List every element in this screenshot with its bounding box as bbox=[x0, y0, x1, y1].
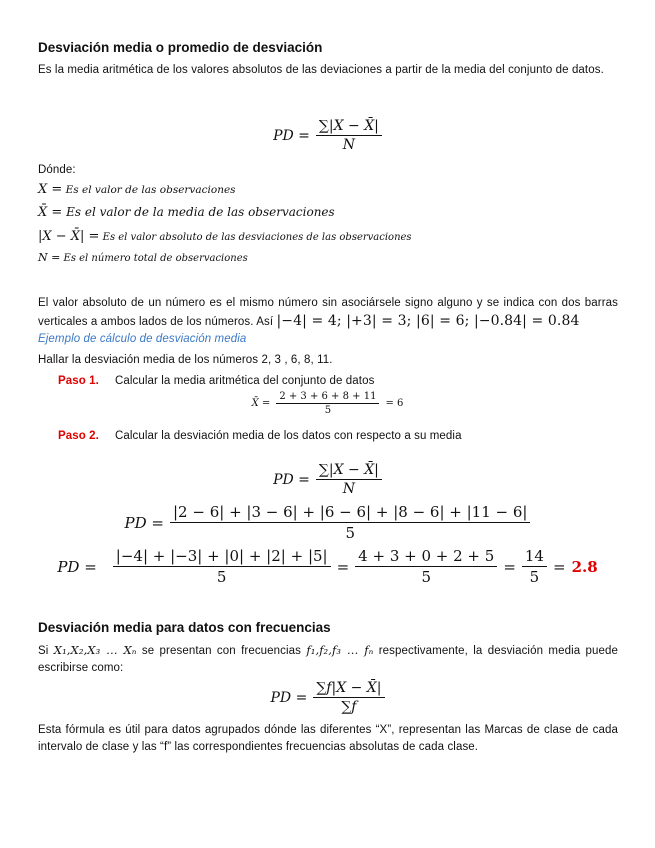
formula-denominator: 5 bbox=[216, 568, 227, 586]
formula-lhs: PD = bbox=[273, 127, 310, 144]
def-symbol: X̄ = bbox=[38, 205, 63, 220]
formula-denominator: N bbox=[342, 481, 356, 497]
frequency-formula bbox=[0, 680, 655, 715]
pd-formula bbox=[0, 118, 655, 153]
section-title: Desviación media para datos con frecuencias bbox=[38, 620, 331, 635]
definition bbox=[38, 251, 248, 264]
formula-result: = 6 bbox=[385, 398, 404, 409]
definition bbox=[38, 229, 412, 244]
step-1 bbox=[58, 373, 638, 390]
def-text: Es el valor absoluto de las desviaciones de las observaciones bbox=[102, 232, 412, 243]
absolute-value-paragraph bbox=[38, 294, 618, 331]
result-value: 2.8 bbox=[571, 557, 598, 576]
section-title: Desviación media o promedio de desviación bbox=[38, 40, 323, 55]
pd-expanded bbox=[0, 503, 655, 542]
text: Si bbox=[38, 645, 49, 657]
formula-numerator: |−4| + |−3| + |0| + |2| + |5| bbox=[113, 547, 331, 567]
formula-denominator: ∑f bbox=[341, 699, 357, 715]
f-terms: f₁,f₂,f₃ … fₙ bbox=[306, 643, 374, 657]
formula-lhs: PD = bbox=[273, 471, 310, 488]
formula-numerator: ∑|X − X̄| bbox=[316, 118, 382, 136]
def-symbol: |X − X̄| = bbox=[38, 229, 100, 244]
x-terms: X₁,X₂,X₃ … Xₙ bbox=[53, 643, 137, 657]
text: respectivamente, la desviación media puede escribirse como: bbox=[38, 645, 619, 674]
formula-numerator: ∑f|X − X̄| bbox=[313, 680, 384, 698]
def-symbol: N = bbox=[38, 251, 61, 264]
step-label: Paso 1. bbox=[58, 375, 99, 387]
formula-lhs: PD = bbox=[270, 689, 308, 706]
step-2 bbox=[58, 428, 638, 445]
formula-numerator: 4 + 3 + 0 + 2 + 5 bbox=[355, 547, 497, 567]
frequency-intro bbox=[38, 642, 618, 677]
step-label: Paso 2. bbox=[58, 430, 99, 442]
where-label: Dónde: bbox=[38, 164, 76, 176]
abs-examples: |−4| = 4; |+3| = 3; |6| = 6; |−0.84| = 0.84 bbox=[276, 313, 580, 329]
text: se presentan con frecuencias bbox=[141, 645, 302, 657]
equals: = bbox=[503, 557, 516, 576]
formula-lhs: X̄ = bbox=[251, 398, 271, 409]
formula-numerator: ∑|X − X̄| bbox=[316, 462, 382, 480]
definition bbox=[38, 182, 236, 197]
formula-denominator: 5 bbox=[421, 568, 432, 586]
formula-numerator: |2 − 6| + |3 − 6| + |6 − 6| + |8 − 6| + |11 − 6| bbox=[170, 503, 530, 523]
frequency-note: Esta fórmula es útil para datos agrupados dónde las diferentes “X”, representan las Marcas de clase de cada intervalo de clase y las “f” las correspondientes frecuencias absolutas de cada clase. bbox=[38, 724, 618, 753]
formula-denominator: N bbox=[342, 137, 356, 153]
step-text: Calcular la media aritmética del conjunto de datos bbox=[115, 375, 375, 387]
formula-denominator: 5 bbox=[324, 405, 332, 416]
mean-formula bbox=[0, 391, 655, 416]
pd-formula-2 bbox=[0, 462, 655, 497]
formula-lhs: PD = bbox=[124, 513, 164, 532]
formula-numerator: 2 + 3 + 6 + 8 + 11 bbox=[276, 391, 379, 404]
def-text: Es el valor de la media de las observaciones bbox=[66, 205, 335, 219]
def-symbol: X = bbox=[38, 182, 63, 197]
def-text: Es el valor de las observaciones bbox=[65, 184, 236, 196]
equals: = bbox=[552, 557, 566, 576]
example-prompt: Hallar la desviación media de los números 2, 3 , 6, 8, 11. bbox=[38, 354, 333, 366]
example-title: Ejemplo de cálculo de desviación media bbox=[38, 333, 247, 345]
intro-paragraph: Es la media aritmética de los valores absolutos de las deviaciones a partir de la media del conjunto de datos. bbox=[38, 64, 604, 76]
equals: = bbox=[336, 557, 350, 576]
definition bbox=[38, 205, 335, 220]
def-text: Es el número total de observaciones bbox=[63, 253, 248, 264]
formula-lhs: PD = bbox=[57, 557, 97, 576]
formula-denominator: 5 bbox=[529, 568, 540, 586]
formula-denominator: 5 bbox=[345, 524, 355, 542]
pd-result bbox=[0, 547, 655, 586]
abs-text: El valor absoluto de un número es el mismo número sin asociársele signo alguno y se indica con dos barras verticales a ambos lados de los números. Así bbox=[38, 297, 618, 328]
formula-numerator: 14 bbox=[522, 547, 547, 567]
step-text: Calcular la desviación media de los datos con respecto a su media bbox=[115, 430, 462, 442]
